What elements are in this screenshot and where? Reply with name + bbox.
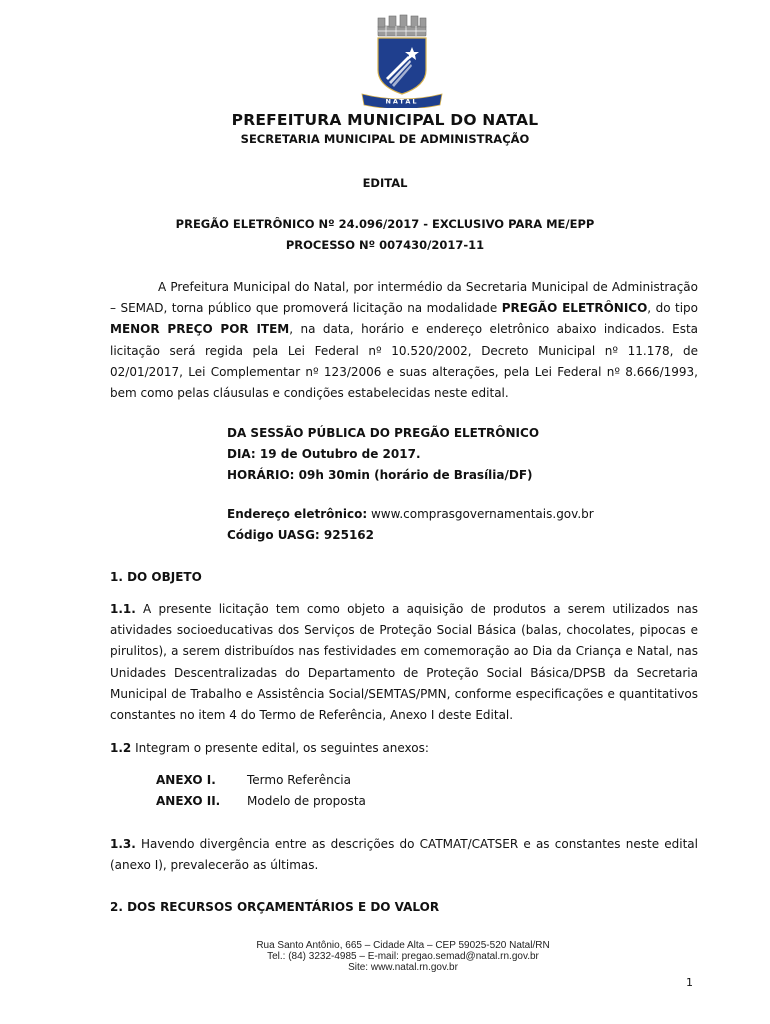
session-heading: DA SESSÃO PÚBLICA DO PREGÃO ELETRÔNICO [227,426,540,440]
page-number: 1 [686,976,693,989]
intro-paragraph: A Prefeitura Municipal do Natal, por intermédio da Secretaria Municipal de Administração – SEMAD, torna público que promoverá licitação na modalidade PREGÃO ELETRÔNICO, do tipo MENOR PREÇO POR ITEM, na data, horário e endereço eletrônico abaixo indicados. Esta licitação será regida pela Lei Federal nº 10.520/2002, Decreto Municipal nº 11.178, de 02/01/2017, Lei Complementar nº 123/2006 e suas alterações, pela Lei Federal nº 8.666/1993, bem como pelas cláusulas e condições estabelecidas neste edital. [110,280,699,401]
footer-address: Rua Santo Antônio, 665 – Cidade Alta – CEP 59025-520 Natal/RN [256,940,550,951]
page-title: PREFEITURA MUNICIPAL DO NATAL [231,111,539,129]
annex-key: ANEXO I. [156,773,216,787]
address-link[interactable]: www.comprasgovernamentais.gov.br [367,507,594,521]
annex-key: ANEXO II. [156,794,221,808]
document-type: EDITAL [362,176,408,190]
page-subtitle: SECRETARIA MUNICIPAL DE ADMINISTRAÇÃO [240,132,530,146]
footer-contact: Tel.: (84) 3232-4985 – E-mail: pregao.semad@natal.rn.gov.br [267,951,539,962]
clause-1-2: 1.2 Integram o presente edital, os seguintes anexos: [110,741,429,755]
crest-banner-text: NATAL [385,97,419,106]
processo-number: PROCESSO Nº 007430/2017-11 [285,238,485,252]
clause-1-3: 1.3. Havendo divergência entre as descrições do CATMAT/CATSER e as constantes neste edital (anexo I), prevalecerão as últimas. [110,837,698,873]
annex-value: Modelo de proposta [247,794,366,808]
session-date: DIA: 19 de Outubro de 2017. [227,447,421,461]
session-uasg: Código UASG: 925162 [227,528,374,542]
section-heading-recursos: 2. DOS RECURSOS ORÇAMENTÁRIOS E DO VALOR [110,900,440,914]
annex-value: Termo Referência [247,773,351,787]
footer-site: Site: www.natal.rn.gov.br [348,962,458,973]
session-time: HORÁRIO: 09h 30min (horário de Brasília/DF) [227,468,533,482]
clause-1-1: 1.1. A presente licitação tem como objeto a aquisição de produtos a serem utilizados nas atividades socioeducativas dos Serviços de Proteção Social Básica (balas, chocolates, pipocas e pirulitos), a serem distribuídos nas festividades em comemoração ao Dia da Criança e Natal, nas Unidades Descentralizadas do Departamento de Proteção Social Básica/DPSB da Secretaria Municipal de Trabalho e Assistência Social/SEMTAS/PMN, conforme especificações e quantitativos constantes no item 4 do Termo de Referência, Anexo I deste Edital. [110,602,698,723]
section-heading-objeto: 1. DO OBJETO [110,570,202,584]
pregao-number: PREGÃO ELETRÔNICO Nº 24.096/2017 - EXCLUSIVO PARA ME/EPP [175,217,595,231]
session-address: Endereço eletrônico: www.comprasgovernamentais.gov.br [227,507,594,521]
natal-coat-of-arms-icon [356,14,448,108]
